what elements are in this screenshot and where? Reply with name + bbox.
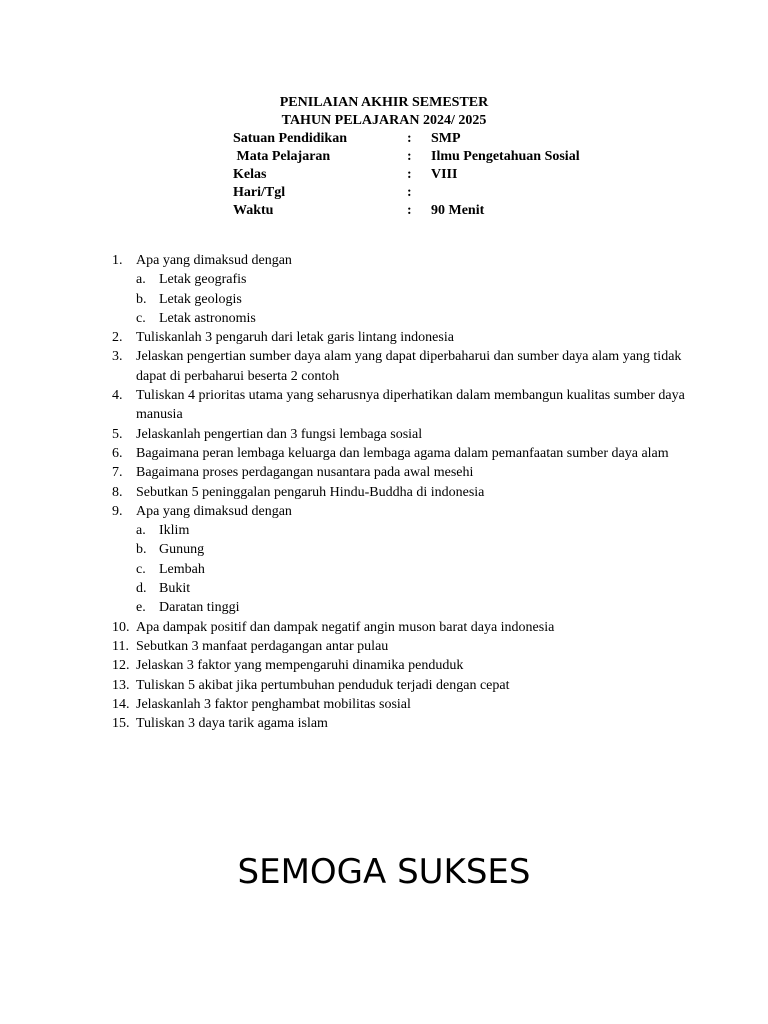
exam-info-value: SMP <box>431 131 461 146</box>
question-text: Jelaskan 3 faktor yang mempengaruhi dinamika penduduk <box>136 658 464 674</box>
option-letter: b. <box>136 542 147 558</box>
question-item <box>112 676 712 695</box>
question-option <box>136 540 712 559</box>
question-item <box>112 328 712 347</box>
question-text: Tuliskan 5 akibat jika pertumbuhan penduduk terjadi dengan cepat <box>136 677 510 693</box>
question-text: Tuliskanlah 3 pengaruh dari letak garis lintang indonesia <box>136 330 454 346</box>
exam-info-label: Mata Pelajaran <box>233 149 331 164</box>
question-text: Bagaimana proses perdagangan nusantara pada awal mesehi <box>136 465 474 481</box>
question-item <box>112 463 712 482</box>
option-text: Letak astronomis <box>159 310 256 326</box>
question-text: Sebutkan 5 peninggalan pengaruh Hindu-Buddha di indonesia <box>136 484 485 500</box>
academic-year: TAHUN PELAJARAN 2024/ 2025 <box>281 113 487 128</box>
exam-info-value: 90 Menit <box>431 203 485 218</box>
question-item <box>112 483 712 502</box>
exam-info-row <box>233 166 633 184</box>
exam-info-row <box>233 148 633 166</box>
question-number: 5. <box>112 426 123 442</box>
option-letter: e. <box>136 600 146 616</box>
question-text: Jelaskanlah 3 faktor penghambat mobilitas sosial <box>136 696 411 712</box>
exam-info-colon: : <box>407 149 412 164</box>
option-letter: a. <box>136 272 146 288</box>
exam-info-row <box>233 184 633 202</box>
question-option <box>136 270 712 289</box>
exam-info-label: Waktu <box>233 203 274 218</box>
option-text: Letak geologis <box>159 291 242 307</box>
question-item <box>112 656 712 675</box>
question-item <box>112 502 712 618</box>
question-number: 9. <box>112 503 123 519</box>
question-number: 2. <box>112 330 123 346</box>
question-text: Apa yang dimaksud dengan <box>136 253 292 268</box>
question-text: Tuliskan 3 daya tarik agama islam <box>136 716 328 732</box>
question-number: 4. <box>112 388 123 404</box>
exam-info-colon: : <box>407 167 412 182</box>
option-text: Lembah <box>159 561 205 577</box>
exam-info-row <box>233 202 633 220</box>
closing-message: SEMOGA SUKSES <box>237 852 531 892</box>
question-option <box>136 309 712 328</box>
question-item <box>112 425 712 444</box>
question-text: Apa yang dimaksud dengan <box>136 503 292 519</box>
exam-info-row <box>233 130 633 148</box>
question-item <box>112 618 712 637</box>
option-letter: b. <box>136 291 147 307</box>
exam-info-label: Satuan Pendidikan <box>233 131 347 146</box>
option-text: Gunung <box>159 542 205 558</box>
option-letter: d. <box>136 581 147 597</box>
exam-info-colon: : <box>407 131 412 146</box>
question-number: 13. <box>112 677 130 693</box>
question-number: 12. <box>112 658 130 674</box>
question-text: Jelaskanlah pengertian dan 3 fungsi lembaga sosial <box>136 426 423 442</box>
question-text: Sebutkan 3 manfaat perdagangan antar pulau <box>136 638 389 654</box>
question-item <box>112 444 712 463</box>
question-option <box>136 560 712 579</box>
exam-info-label: Kelas <box>233 167 267 182</box>
question-option <box>136 290 712 309</box>
question-item <box>112 386 712 425</box>
exam-info-value: Ilmu Pengetahuan Sosial <box>431 149 580 164</box>
question-number: 15. <box>112 716 130 732</box>
question-text: Tuliskan 4 prioritas utama yang seharusnya diperhatikan dalam membangun kualitas sumber daya manusia <box>136 388 685 423</box>
option-text: Iklim <box>159 523 190 539</box>
question-number: 14. <box>112 696 130 712</box>
option-letter: a. <box>136 523 146 539</box>
option-text: Daratan tinggi <box>159 600 240 616</box>
exam-info-label: Hari/Tgl <box>233 185 286 200</box>
option-text: Bukit <box>159 581 191 597</box>
question-number: 6. <box>112 445 123 461</box>
question-number: 1. <box>112 253 123 268</box>
option-letter: c. <box>136 310 146 326</box>
question-number: 8. <box>112 484 123 500</box>
question-number: 11. <box>112 638 129 654</box>
question-item <box>112 251 712 328</box>
question-list <box>112 251 712 733</box>
question-number: 3. <box>112 349 123 365</box>
option-text: Letak geografis <box>159 272 247 288</box>
exam-info-colon: : <box>407 185 412 200</box>
question-item <box>112 695 712 714</box>
exam-info-value: VIII <box>431 167 458 182</box>
exam-info-colon: : <box>407 203 412 218</box>
exam-title: PENILAIAN AKHIR SEMESTER <box>279 95 489 110</box>
question-text: Bagaimana peran lembaga keluarga dan lembaga agama dalam pemanfaatan sumber daya alam <box>136 445 669 461</box>
exam-info <box>233 130 633 220</box>
question-number: 10. <box>112 619 130 635</box>
question-item <box>112 637 712 656</box>
question-item <box>112 714 712 733</box>
question-number: 7. <box>112 465 123 481</box>
question-text: Jelaskan pengertian sumber daya alam yang dapat diperbaharui dan sumber daya alam yang tidak dapat di perbaharui beserta 2 contoh <box>136 349 682 384</box>
question-option <box>136 579 712 598</box>
option-letter: c. <box>136 561 146 577</box>
question-text: Apa dampak positif dan dampak negatif angin muson barat daya indonesia <box>136 619 555 635</box>
question-item <box>112 347 712 386</box>
question-option <box>136 598 712 617</box>
question-option <box>136 521 712 540</box>
